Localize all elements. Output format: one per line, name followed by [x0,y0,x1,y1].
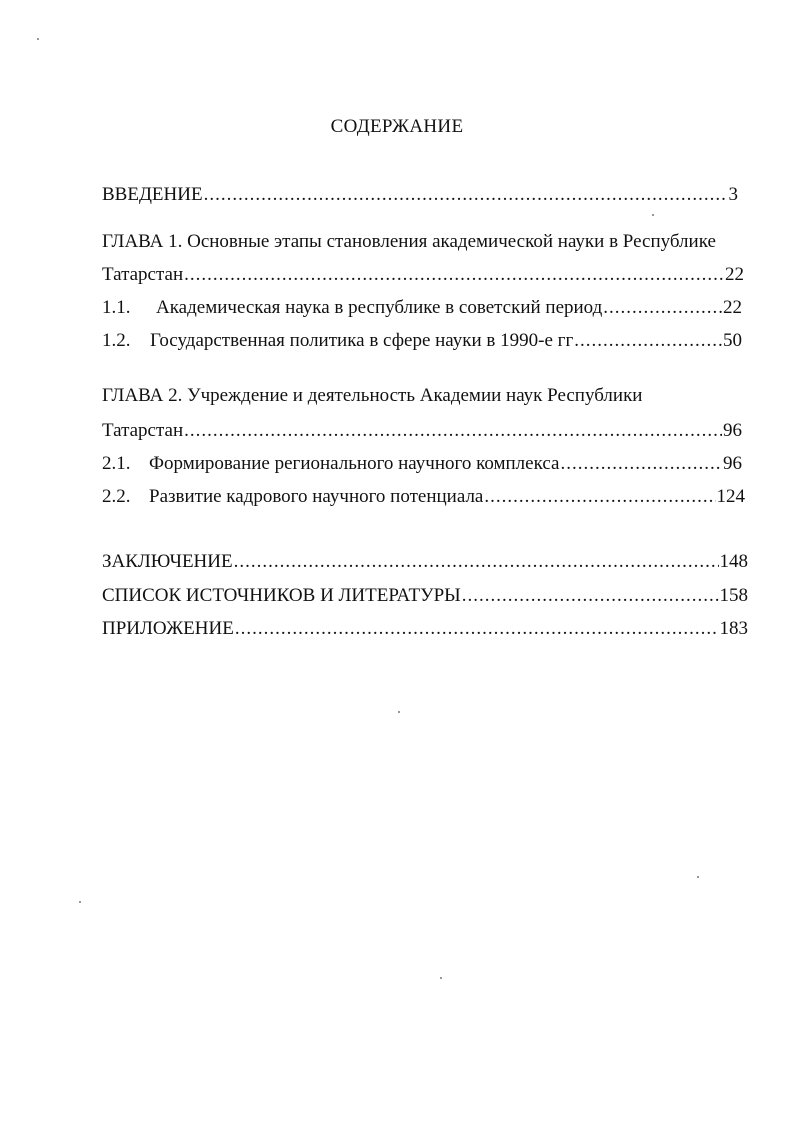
section-number: 2.2. [102,486,131,507]
toc-page-number: 148 [719,551,748,572]
toc-label: ЗАКЛЮЧЕНИЕ [102,551,233,572]
toc-page-number: 96 [723,420,742,441]
toc-entry-conclusion[interactable] [102,550,748,574]
toc-page-number: 183 [719,618,748,639]
toc-entry-section-1-1[interactable] [102,296,742,320]
toc-entry-chapter-1[interactable] [102,263,744,287]
scan-speck [697,876,699,878]
toc-label: ПРИЛОЖЕНИЕ [102,618,234,639]
toc-entry-appendix[interactable] [102,617,748,641]
toc-page-number: 22 [725,264,744,285]
toc-label: СПИСОК ИСТОЧНИКОВ И ЛИТЕРАТУРЫ [102,585,461,606]
toc-label: Академическая наука в республике в советский период [156,297,603,318]
scan-speck [398,711,400,713]
section-number: 1.1. [102,297,131,318]
toc-entry-section-2-1[interactable] [102,452,742,476]
toc-entry-section-2-2[interactable] [102,485,745,509]
toc-page-number: 124 [716,486,745,507]
scan-speck [440,977,442,979]
toc-label: Татарстан [102,264,184,285]
toc-label: Татарстан [102,420,184,441]
scan-speck [652,214,654,216]
dot-leader [462,584,719,608]
section-number: 1.2. [102,330,131,351]
toc-page-number: 3 [728,184,738,205]
toc-page-number: 158 [719,585,748,606]
toc-entry-sources[interactable] [102,584,748,608]
toc-page-number: 50 [723,330,742,351]
dot-leader [560,452,722,476]
dot-leader [484,485,715,509]
section-number: 2.1. [102,453,131,474]
dot-leader [234,550,719,574]
toc-label: Формирование регионального научного комплекса [149,453,560,474]
toc-label: Развитие кадрового научного потенциала [149,486,484,507]
toc-entry-section-1-2[interactable] [102,329,742,353]
page-title: СОДЕРЖАНИЕ [330,116,464,137]
toc-page-number: 96 [723,453,742,474]
toc-label: Государственная политика в сфере науки в 1990-е гг [150,330,574,351]
toc-label: ВВЕДЕНИЕ [102,184,203,205]
toc-page-number: 22 [723,297,742,318]
scan-speck [79,901,81,903]
chapter-1-heading: ГЛАВА 1. Основные этапы становления академической науки в Республике [102,231,716,252]
dot-leader [574,329,722,353]
toc-entry-chapter-2[interactable] [102,419,742,443]
dot-leader [184,263,724,287]
dot-leader [204,183,728,207]
scan-speck [37,38,39,40]
dot-leader [603,296,722,320]
dot-leader [235,617,719,641]
toc-entry-intro[interactable] [102,183,738,207]
chapter-2-heading: ГЛАВА 2. Учреждение и деятельность Академии наук Республики [102,385,643,406]
dot-leader [184,419,722,443]
